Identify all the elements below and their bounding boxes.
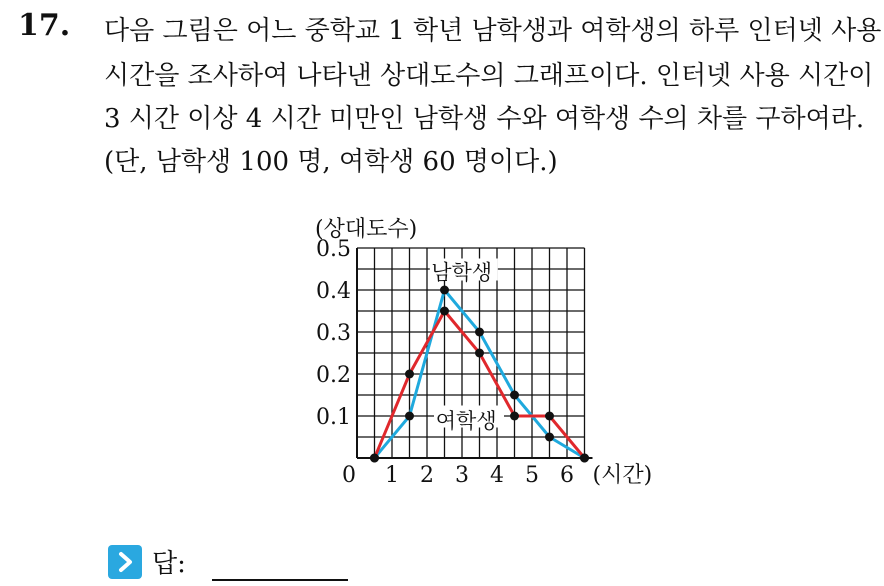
question-text-line-3: 3 시간 이상 4 시간 미만인 남학생 수와 여학생 수의 차를 구하여라. — [104, 104, 865, 134]
y-tick-label: 0.3 — [316, 321, 351, 346]
question-text-line-4: (단, 남학생 100 명, 여학생 60 명이다.) — [104, 147, 558, 177]
data-point — [370, 454, 379, 463]
data-point — [440, 286, 449, 295]
data-point — [405, 412, 414, 421]
question-number: 17. — [18, 8, 71, 43]
data-point — [545, 433, 554, 442]
question-text-line-1: 다음 그림은 어느 중학교 1 학년 남학생과 여학생의 하루 인터넷 사용 — [104, 16, 882, 46]
data-point — [545, 412, 554, 421]
x-tick-label: 4 — [490, 463, 504, 488]
x-tick-label: 1 — [385, 463, 399, 488]
answer-area — [108, 543, 186, 580]
data-point — [475, 349, 484, 358]
data-point — [405, 370, 414, 379]
x-tick-label: 5 — [525, 463, 539, 488]
y-axis-label: (상대도수) — [315, 217, 418, 242]
x-tick-label: 0 — [342, 463, 356, 488]
data-point — [440, 307, 449, 316]
answer-blank[interactable] — [212, 579, 348, 581]
series-label-boys: 남학생 — [431, 260, 493, 285]
x-tick-label: 3 — [455, 463, 469, 488]
y-tick-label: 0.4 — [316, 279, 351, 304]
data-point — [510, 391, 519, 400]
y-tick-label: 0.1 — [316, 405, 351, 430]
x-axis-label: (시간) — [592, 463, 653, 488]
x-tick-label: 6 — [560, 463, 574, 488]
question-text-line-2: 시간을 조사하여 나타낸 상대도수의 그래프이다. 인터넷 사용 시간이 — [104, 61, 874, 91]
data-point — [580, 454, 589, 463]
data-point — [475, 328, 484, 337]
y-tick-label: 0.5 — [316, 237, 351, 262]
y-tick-label: 0.2 — [316, 363, 351, 388]
data-point — [510, 412, 519, 421]
chevron-right-icon — [108, 545, 142, 579]
series-label-girls: 여학생 — [435, 408, 497, 433]
answer-label: 답: — [152, 549, 186, 579]
x-tick-label: 2 — [420, 463, 434, 488]
